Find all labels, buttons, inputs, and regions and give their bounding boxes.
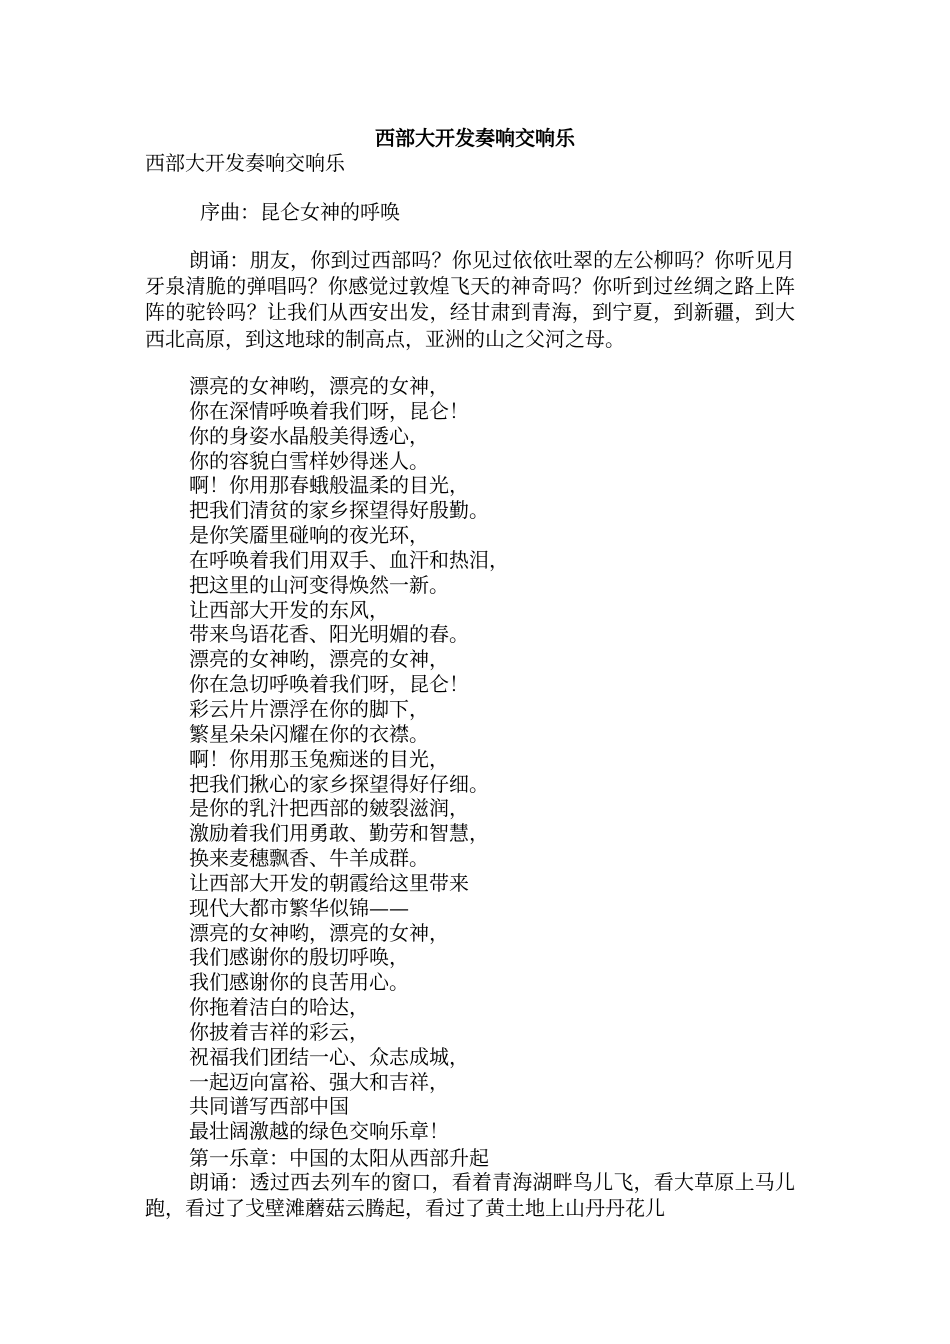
verse-block — [189, 374, 789, 1144]
verse-line: 漂亮的女神哟，漂亮的女神， — [189, 647, 449, 672]
verse-line: 把这里的山河变得焕然一新。 — [189, 572, 449, 597]
verse-line: 漂亮的女神哟，漂亮的女神， — [189, 374, 449, 398]
verse-line: 你的容貌白雪样妙得迷人。 — [189, 448, 429, 473]
verse-line: 在呼唤着我们用双手、血汗和热泪， — [189, 547, 509, 572]
verse-line: 啊！你用那春蛾般温柔的目光， — [189, 473, 469, 498]
document-subtitle: 西部大开发奏响交响乐 — [145, 151, 345, 175]
verse-line: 你在急切呼唤着我们呀，昆仑！ — [189, 672, 469, 697]
recitation-paragraph-1: 朗诵：朋友，你到过西部吗？你见过依依吐翠的左公柳吗？你听见月牙泉清脆的弹唱吗？你感觉过敦煌飞天的神奇吗？你听到过丝绸之路上阵阵的驼铃吗？让我们从西安出发，经甘肃到青海，到宁夏，到新疆，到大西北高原，到这地球的制高点，亚洲的山之父河之母。 — [145, 248, 795, 351]
verse-line: 彩云片片漂浮在你的脚下， — [189, 696, 429, 721]
verse-line: 是你笑靥里碰响的夜光环， — [189, 523, 429, 548]
verse-line: 你的身姿水晶般美得透心， — [189, 423, 429, 448]
verse-line: 漂亮的女神哟，漂亮的女神， — [189, 920, 449, 945]
verse-line: 我们感谢你的良苦用心。 — [189, 970, 409, 995]
verse-line: 是你的乳汁把西部的皴裂滋润， — [189, 796, 469, 821]
verse-line: 啊！你用那玉兔痴迷的目光， — [189, 746, 449, 771]
overture-heading: 序曲：昆仑女神的呼唤 — [200, 200, 400, 224]
verse-line: 最壮阔激越的绿色交响乐章！ — [189, 1119, 449, 1144]
verse-line: 让西部大开发的东风， — [189, 597, 389, 622]
verse-line: 把我们揪心的家乡探望得好仔细。 — [189, 771, 489, 796]
verse-line: 把我们清贫的家乡探望得好殷勤。 — [189, 498, 489, 523]
verse-line: 让西部大开发的朝霞给这里带来 — [189, 870, 469, 895]
verse-line: 祝福我们团结一心、众志成城， — [189, 1044, 469, 1069]
verse-line: 你拖着洁白的哈达， — [189, 995, 369, 1020]
verse-line: 换来麦穗飘香、牛羊成群。 — [189, 846, 429, 871]
verse-line: 繁星朵朵闪耀在你的衣襟。 — [189, 721, 429, 746]
recitation-paragraph-2: 朗诵：透过西去列车的窗口，看着青海湖畔鸟儿飞，看大草原上马儿跑，看过了戈壁滩蘑菇云腾起，看过了黄土地上山丹丹花儿 — [145, 1170, 795, 1221]
document-title: 西部大开发奏响交响乐 — [375, 126, 575, 150]
verse-line: 我们感谢你的殷切呼唤， — [189, 945, 409, 970]
verse-line: 你在深情呼唤着我们呀，昆仑！ — [189, 398, 469, 423]
verse-line: 一起迈向富裕、强大和吉祥， — [189, 1069, 449, 1094]
verse-line: 你披着吉祥的彩云， — [189, 1019, 369, 1044]
movement-1-heading: 第一乐章：中国的太阳从西部升起 — [189, 1146, 489, 1170]
verse-line: 共同谱写西部中国 — [189, 1094, 349, 1119]
verse-line: 现代大都市繁华似锦—— — [189, 895, 409, 920]
verse-line: 带来鸟语花香、阳光明媚的春。 — [189, 622, 469, 647]
verse-line: 激励着我们用勇敢、勤劳和智慧， — [189, 821, 489, 846]
